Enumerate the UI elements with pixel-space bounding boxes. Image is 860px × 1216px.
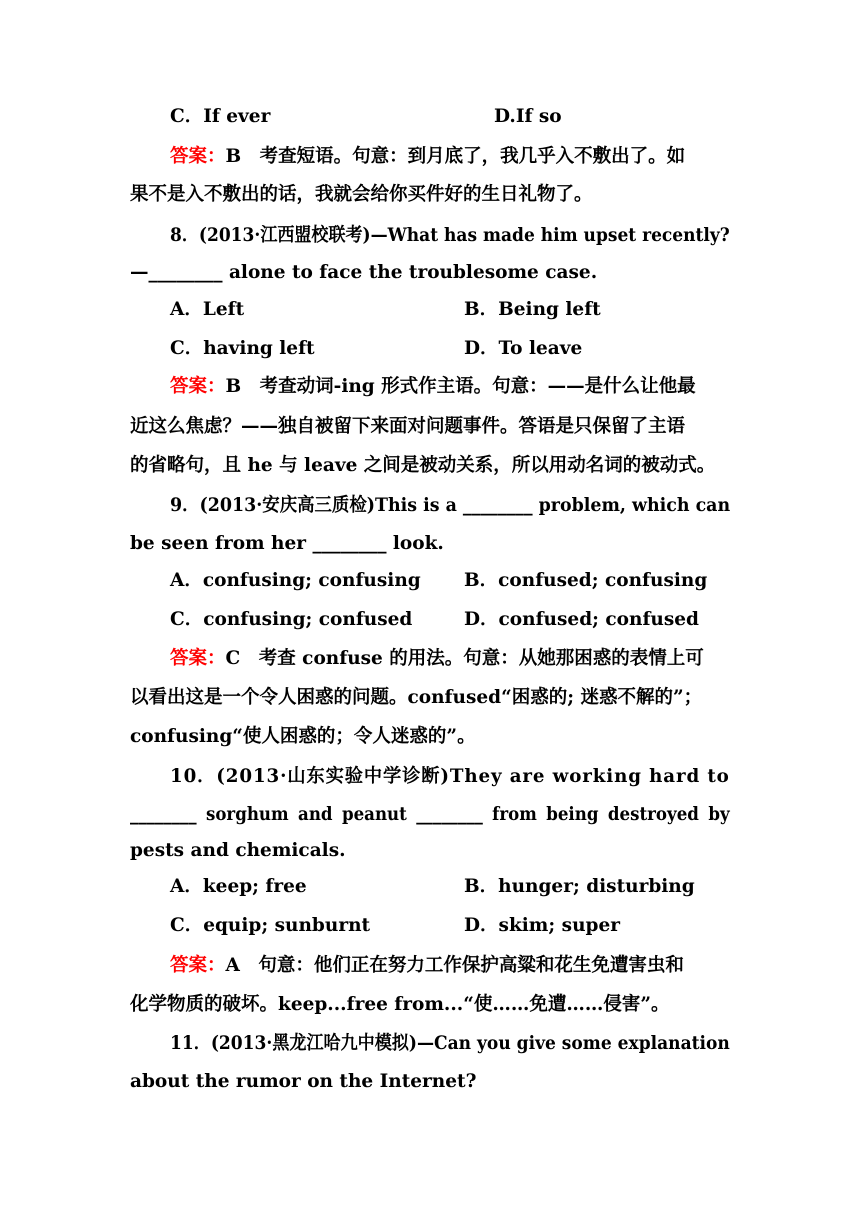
q10-answer bbox=[170, 957, 684, 976]
q9-answer bbox=[170, 650, 704, 669]
q10-stem-line-2: ________ sorghum and peanut ________ from being destroyed by bbox=[130, 804, 730, 825]
q9-option-c: C．confusing; confused bbox=[170, 609, 413, 630]
q9-option-b: B．confused; confusing bbox=[464, 570, 708, 591]
q7-option-d: D.If so bbox=[494, 106, 562, 127]
q8-stem-line-2: —________ alone to face the troublesome case. bbox=[130, 262, 598, 283]
answer-text: A 句意：他们正在努力工作保护高粱和花生免遭害虫和 bbox=[225, 955, 684, 976]
q9-answer-line-2: 以看出这是一个令人困惑的问题。confused“困惑的; 迷惑不解的”； bbox=[130, 687, 703, 708]
answer-label: 答案： bbox=[170, 955, 226, 976]
q8-answer-line-3: 的省略句，且 he 与 leave 之间是被动关系，所以用动名词的被动式。 bbox=[130, 455, 716, 476]
q8-answer bbox=[170, 378, 696, 397]
answer-text: B 考查短语。句意：到月底了，我几乎入不敷出了。如 bbox=[225, 146, 686, 167]
answer-label: 答案： bbox=[170, 648, 226, 669]
q7-answer bbox=[170, 148, 685, 167]
q10-option-b: B．hunger; disturbing bbox=[464, 876, 695, 897]
q11-stem-line-2: about the rumor on the Internet? bbox=[130, 1071, 477, 1092]
q9-option-d: D．confused; confused bbox=[464, 609, 699, 630]
q8-option-c: C．having left bbox=[170, 338, 315, 359]
q10-answer-line-2: 化学物质的破坏。keep...free from...“使……免遭……侵害”。 bbox=[130, 994, 670, 1015]
answer-label: 答案： bbox=[170, 146, 226, 167]
q8-answer-line-2: 近这么焦虑？——独自被留下来面对问题事件。答语是只保留了主语 bbox=[130, 416, 686, 437]
q11-stem: 11．(2013·黑龙江哈九中模拟)—Can you give some explanation bbox=[170, 1033, 730, 1054]
q8-stem: 8．(2013·江西盟校联考)—What has made him upset recently? bbox=[170, 225, 730, 246]
q10-option-a: A．keep; free bbox=[170, 876, 307, 897]
answer-label: 答案： bbox=[170, 376, 226, 397]
q8-option-d: D．To leave bbox=[464, 338, 583, 359]
q7-answer-line-2: 果不是入不敷出的话，我就会给你买件好的生日礼物了。 bbox=[130, 184, 593, 205]
answer-text: C 考查 confuse 的用法。句意：从她那困惑的表情上可 bbox=[225, 648, 704, 669]
q9-option-a: A．confusing; confusing bbox=[170, 570, 421, 591]
q10-option-c: C．equip; sunburnt bbox=[170, 915, 371, 936]
answer-text: B 考查动词-ing 形式作主语。句意：——是什么让他最 bbox=[225, 376, 696, 397]
q10-option-d: D．skim; super bbox=[464, 915, 620, 936]
q9-stem: 9．(2013·安庆高三质检)This is a ________ problem, which can bbox=[170, 495, 731, 516]
q9-answer-line-3: confusing“使人困惑的；令人迷惑的”。 bbox=[130, 726, 476, 747]
q10-stem: 10．(2013·山东实验中学诊断)They are working hard to bbox=[170, 766, 730, 787]
q9-stem-line-2: be seen from her ________ look. bbox=[130, 533, 444, 554]
q7-option-c: C．If ever bbox=[170, 106, 271, 127]
q10-stem-line-3: pests and chemicals. bbox=[130, 840, 346, 861]
q8-option-a: A．Left bbox=[170, 299, 245, 320]
q8-option-b: B．Being left bbox=[464, 299, 601, 320]
